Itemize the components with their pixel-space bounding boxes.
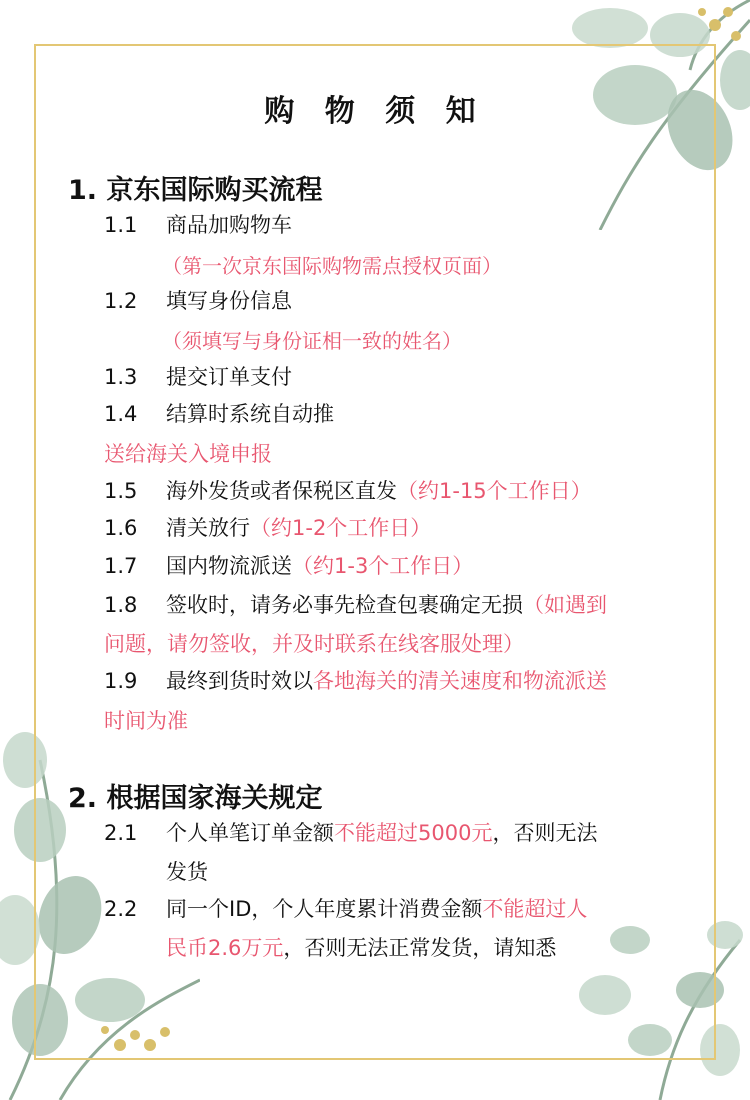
item-number: 1.5	[104, 479, 138, 503]
item-1-5	[104, 476, 592, 506]
item-2-1-continuation: 发货	[166, 860, 208, 884]
item-number: 2.2	[104, 897, 138, 921]
item-number: 2.1	[104, 821, 138, 845]
item-text: 清关放行	[166, 516, 250, 540]
item-text: 同一个ID，个人年度累计消费金额	[166, 897, 483, 921]
item-text-after: ，否则无法正常发货，请知悉	[283, 936, 557, 960]
item-text: 填写身份信息	[166, 289, 292, 313]
item-highlight: 民币2.6万元	[166, 936, 284, 960]
section-1-heading: 1. 京东国际购买流程	[68, 175, 323, 206]
item-1-9-continuation: 时间为准	[104, 709, 188, 733]
item-1-6	[104, 513, 431, 543]
item-number: 1.9	[104, 669, 138, 693]
item-2-2	[104, 894, 587, 924]
item-text: 结算时系统自动推	[166, 402, 334, 426]
item-highlight: 不能超过人	[482, 897, 588, 921]
item-number: 1.8	[104, 593, 138, 617]
item-text: 最终到货时效以	[166, 669, 313, 693]
item-highlight: （约1-3个工作日）	[292, 554, 474, 578]
item-1-2-note: （须填写与身份证相一致的姓名）	[162, 329, 462, 353]
item-text: 提交订单支付	[166, 365, 292, 389]
item-1-4-continuation: 送给海关入境申报	[104, 442, 272, 466]
page-title: 购 物 须 知	[264, 94, 486, 129]
item-text: 海外发货或者保税区直发	[166, 479, 397, 503]
item-1-4	[104, 399, 334, 429]
item-text: 个人单笔订单金额	[166, 821, 334, 845]
item-1-1-note: （第一次京东国际购物需点授权页面）	[162, 254, 502, 278]
item-number: 1.3	[104, 365, 138, 389]
item-1-3	[104, 362, 292, 392]
item-2-1	[104, 818, 597, 848]
section-2-heading: 2. 根据国家海关规定	[68, 783, 323, 814]
item-1-8	[104, 590, 607, 620]
item-highlight: 各地海关的清关速度和物流派送	[313, 669, 607, 693]
item-highlight: 不能超过5000元	[334, 821, 493, 845]
item-number: 1.2	[104, 289, 138, 313]
item-number: 1.4	[104, 402, 138, 426]
item-text: 签收时，请务必事先检查包裹确定无损	[166, 593, 523, 617]
item-1-2	[104, 286, 292, 316]
item-2-2-continuation	[166, 932, 556, 962]
item-highlight: （如遇到	[523, 593, 607, 617]
item-1-7	[104, 551, 473, 581]
item-highlight: （约1-2个工作日）	[250, 516, 432, 540]
item-number: 1.6	[104, 516, 138, 540]
item-1-8-continuation: 问题，请勿签收，并及时联系在线客服处理）	[104, 632, 524, 656]
item-text-after: ，否则无法	[492, 821, 598, 845]
item-1-9	[104, 666, 607, 696]
item-text: 商品加购物车	[166, 213, 292, 237]
item-1-1	[104, 210, 292, 240]
item-text: 国内物流派送	[166, 554, 292, 578]
item-number: 1.7	[104, 554, 138, 578]
item-number: 1.1	[104, 213, 138, 237]
item-highlight: （约1-15个工作日）	[397, 479, 592, 503]
